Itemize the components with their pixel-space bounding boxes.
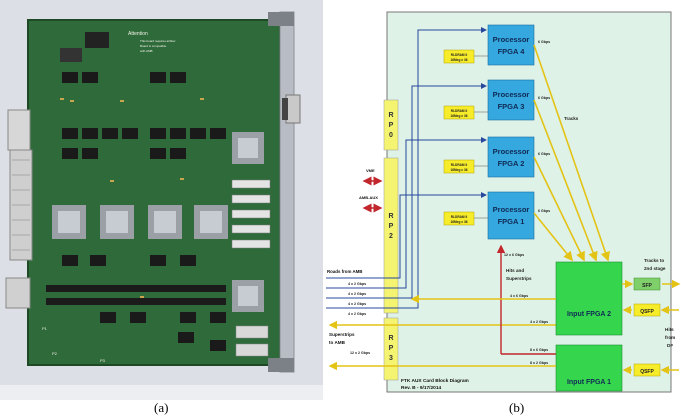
rldram-3-line1: RLDRAM II (450, 109, 468, 113)
processor-fpga-4 (488, 25, 534, 65)
amb-aux-label: AMB-AUX (359, 195, 378, 200)
rldram-4-line1: RLDRAM II (450, 53, 468, 57)
backplane-connector-top (8, 110, 30, 150)
proc3-out-rate: 6 Gbps (538, 96, 551, 100)
caption-a: (a) (154, 400, 169, 415)
qsfp-bottom-label: QSFP (640, 369, 654, 375)
silkscreen-text-1: Attention (128, 31, 148, 37)
silkscreen-text-4: with AMB (140, 49, 153, 53)
tracks-to-2nd-line1: Tracks to (644, 258, 665, 263)
pcb-board (28, 20, 280, 365)
link-4x6-label: 4 x 6 Gbps (510, 294, 529, 298)
processor-3-line2: FPGA 3 (497, 102, 525, 111)
processor-4-line2: FPGA 4 (497, 47, 525, 56)
processor-4-line1: Processor (492, 35, 530, 44)
rp0-letter-p: P (388, 122, 394, 129)
superstrips-to-amb-line1: Superstrips (329, 332, 355, 337)
processor-1-line1: Processor (492, 205, 530, 214)
roads-from-amb-label: Roads from AMB (327, 269, 363, 274)
processor-3-line1: Processor (492, 90, 530, 99)
hits-superstrips-line1: Hits and (506, 268, 525, 273)
hits-superstrips-line2: Superstrips (506, 276, 532, 281)
link-4x2-label: 4 x 2 Gbps (530, 320, 549, 324)
rldram-1 (444, 212, 474, 225)
vme-label: VME (366, 168, 375, 173)
caption-b: (b) (509, 400, 525, 415)
rldram-2-line1: RLDRAM II (450, 163, 468, 167)
rp2-letter-r: R (388, 213, 394, 220)
backplane-connector-bottom (6, 278, 30, 308)
hits-from-df-line3: DF (667, 343, 674, 348)
processor-2-line2: FPGA 2 (497, 159, 525, 168)
aux-card-photo (0, 0, 323, 400)
road-rate-1: 4 x 2 Gbps (348, 282, 367, 286)
rldram-4-line2: 16Meg x 36 (450, 58, 468, 62)
block-diagram (326, 0, 681, 405)
connector-label-p1: P1 (42, 326, 47, 331)
processor-1-line2: FPGA 1 (497, 217, 525, 226)
superstrips-to-amb-line2: to AMB (329, 340, 345, 345)
hits-from-df-line1: Hits (665, 327, 674, 332)
proc-in-rate: 12 x 6 Gbps (504, 253, 525, 257)
rp0-letter-0: 0 (389, 132, 393, 139)
rp3-letter-r: R (388, 335, 394, 342)
processor-fpga-3 (488, 80, 534, 120)
qsfp-top-label: QSFP (640, 309, 654, 315)
rldram-3-line2: 16Meg x 36 (450, 114, 468, 118)
diagram-revision: Rev. B - 9/17/2014 (401, 386, 442, 391)
connector-label-p2: P2 (52, 351, 57, 356)
processor-2-line1: Processor (492, 147, 530, 156)
road-rate-4: 4 x 2 Gbps (348, 312, 367, 316)
input-fpga-1-label: Input FPGA 1 (566, 379, 612, 386)
proc2-out-rate: 6 Gbps (538, 152, 551, 156)
rldram-2 (444, 160, 474, 173)
link-8x6-label: 8 x 6 Gbps (530, 348, 549, 352)
tracks-to-2nd-line2: 2nd stage (644, 266, 666, 271)
rldram-1-line2: 16Meg x 36 (450, 220, 468, 224)
tracks-label: Tracks (564, 116, 579, 121)
proc1-out-rate: 6 Gbps (538, 209, 551, 213)
connector-label-p3: P3 (100, 358, 105, 363)
rldram-3 (444, 106, 474, 119)
link-8x2-label: 8 x 2 Gbps (530, 361, 549, 365)
rp3-letter-3: 3 (389, 355, 393, 362)
processor-fpga-2 (488, 137, 534, 177)
proc4-out-rate: 6 Gbps (538, 40, 551, 44)
rp3-letter-p: P (388, 345, 394, 352)
rldram-2-line2: 16Meg x 36 (450, 168, 468, 172)
rldram-4 (444, 50, 474, 63)
silkscreen-text-3: Board is compatible (140, 44, 167, 48)
rp2-letter-p: P (388, 223, 394, 230)
silkscreen-text-2: This board requires airflow (140, 39, 176, 43)
processor-fpga-1 (488, 192, 534, 239)
rldram-1-line1: RLDRAM II (450, 215, 468, 219)
front-panel (280, 12, 294, 372)
input-fpga-2-label: Input FPGA 2 (566, 311, 612, 318)
diagram-title: FTK AUX Card Block Diagram (401, 379, 469, 384)
sfp-label: SFP (642, 283, 652, 289)
hits-from-df-line2: from (665, 335, 676, 340)
ss-rate-label: 12 x 2 Gbps (350, 351, 371, 355)
rp2-letter-2: 2 (389, 233, 393, 240)
road-rate-2: 4 x 2 Gbps (348, 292, 367, 296)
input-fpga-2 (556, 262, 622, 335)
road-rate-3: 4 x 2 Gbps (348, 302, 367, 306)
rp0-letter-r: R (388, 112, 394, 119)
